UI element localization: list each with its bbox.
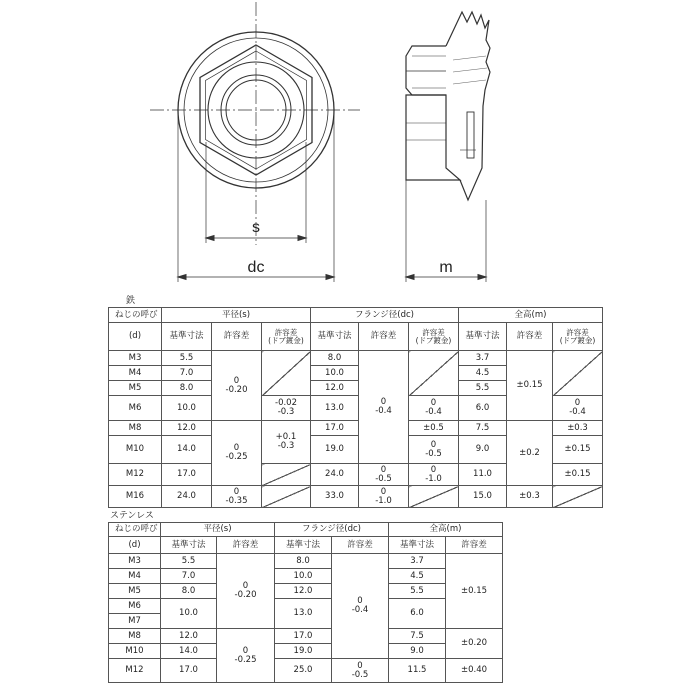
row-name: M6 (109, 599, 161, 614)
table-row (109, 629, 503, 644)
table-row (109, 351, 603, 366)
dc-basic: 24.0 (311, 464, 359, 486)
s-tol: 0 -0.20 (212, 351, 262, 421)
header-tol-plated: 許容差 (ドブ鍍金) (262, 323, 311, 351)
header-d: (d) (109, 323, 162, 351)
m-basic: 9.0 (459, 436, 507, 464)
header-tol: 許容差 (332, 537, 389, 554)
dc-basic: 8.0 (275, 554, 332, 569)
m-basic: 5.5 (389, 584, 446, 599)
dc-basic: 25.0 (275, 659, 332, 683)
row-name: M4 (109, 569, 161, 584)
header-tol: 許容差 (359, 323, 409, 351)
m-basic: 7.5 (389, 629, 446, 644)
s-tol: 0 -0.25 (217, 629, 275, 683)
dc-tol: 0 -0.4 (332, 554, 389, 659)
m-basic: 4.5 (459, 366, 507, 381)
header-basic: 基準寸法 (275, 537, 332, 554)
dc-tol: 0 -0.5 (359, 464, 409, 486)
dc-tol-plated: 0 -0.5 (409, 436, 459, 464)
s-tol: 0 -0.35 (212, 486, 262, 508)
dc-tol-plated: ±0.5 (409, 421, 459, 436)
table-row (109, 599, 503, 614)
row-name: M4 (109, 366, 162, 381)
dc-basic: 33.0 (311, 486, 359, 508)
row-name: M5 (109, 381, 162, 396)
table-row (109, 421, 603, 436)
s-tol: 0 -0.20 (217, 554, 275, 629)
m-basic: 6.0 (459, 396, 507, 421)
table-row (109, 644, 503, 659)
table-row (109, 554, 503, 569)
m-tol: ±0.40 (446, 659, 503, 683)
dimension-m-label: m (439, 259, 453, 276)
m-tol: ±0.20 (446, 629, 503, 659)
m-tol-plated: ±0.3 (553, 421, 603, 436)
dc-basic: 10.0 (275, 569, 332, 584)
empty-diagonal-cell (409, 351, 459, 396)
empty-diagonal-cell (553, 486, 603, 508)
row-name: M8 (109, 421, 162, 436)
header-flange: フランジ径(dc) (275, 523, 389, 537)
side-view (406, 12, 490, 282)
header-tol-plated: 許容差 (ドブ鍍金) (409, 323, 459, 351)
dc-tol: 0 -0.4 (359, 351, 409, 464)
header-d: (d) (109, 537, 161, 554)
row-name: M10 (109, 436, 162, 464)
header-flat: 平径(s) (162, 308, 311, 323)
stainless-spec-table (108, 522, 503, 683)
s-basic: 10.0 (162, 396, 212, 421)
s-basic: 14.0 (162, 436, 212, 464)
dc-basic: 10.0 (311, 366, 359, 381)
dc-tol-plated: 0 -0.4 (409, 396, 459, 421)
m-tol: ±0.3 (507, 486, 553, 508)
m-tol: ±0.2 (507, 421, 553, 486)
dc-tol-plated: 0 -1.0 (409, 464, 459, 486)
header-flat: 平径(s) (161, 523, 275, 537)
empty-diagonal-cell (262, 464, 311, 486)
m-tol-plated: 0 -0.4 (553, 396, 603, 421)
m-tol-plated: ±0.15 (553, 436, 603, 464)
steel-spec-table (108, 307, 603, 508)
s-basic: 12.0 (161, 629, 217, 644)
dc-tol: 0 -0.5 (332, 659, 389, 683)
stainless-section-label: ステンレス (110, 511, 154, 521)
header-basic: 基準寸法 (389, 537, 446, 554)
m-tol-plated: ±0.15 (553, 464, 603, 486)
m-basic: 9.0 (389, 644, 446, 659)
s-basic: 17.0 (161, 659, 217, 683)
header-thread: ねじの呼び (109, 308, 162, 323)
table-header-row (109, 308, 603, 323)
empty-diagonal-cell (262, 351, 311, 396)
row-name: M3 (109, 351, 162, 366)
header-tol-plated: 許容差 (ドブ鍍金) (553, 323, 603, 351)
dimension-s-label: s (252, 219, 260, 236)
s-tol: 0 -0.25 (212, 421, 262, 486)
header-basic: 基準寸法 (459, 323, 507, 351)
s-basic: 8.0 (162, 381, 212, 396)
header-tol: 許容差 (507, 323, 553, 351)
header-flange: フランジ径(dc) (311, 308, 459, 323)
flange-nut-drawing (0, 0, 700, 290)
row-name: M8 (109, 629, 161, 644)
dc-basic: 13.0 (311, 396, 359, 421)
m-basic: 11.5 (389, 659, 446, 683)
s-basic: 24.0 (162, 486, 212, 508)
dc-basic: 13.0 (275, 599, 332, 629)
header-tol: 許容差 (217, 537, 275, 554)
row-name: M5 (109, 584, 161, 599)
dimension-dc-label: dc (247, 259, 265, 276)
dc-basic: 17.0 (311, 421, 359, 436)
dc-basic: 19.0 (311, 436, 359, 464)
table-subheader-row (109, 323, 603, 351)
table-header-row (109, 523, 503, 537)
header-tol: 許容差 (446, 537, 503, 554)
row-name: M12 (109, 659, 161, 683)
m-basic: 4.5 (389, 569, 446, 584)
dc-basic: 8.0 (311, 351, 359, 366)
table-subheader-row (109, 537, 503, 554)
s-basic: 7.0 (161, 569, 217, 584)
s-basic: 5.5 (162, 351, 212, 366)
empty-diagonal-cell (409, 486, 459, 508)
header-basic: 基準寸法 (311, 323, 359, 351)
empty-diagonal-cell (262, 486, 311, 508)
m-basic: 3.7 (459, 351, 507, 366)
header-thread: ねじの呼び (109, 523, 161, 537)
s-basic: 14.0 (161, 644, 217, 659)
steel-section-label: 鉄 (126, 296, 136, 306)
row-name: M16 (109, 486, 162, 508)
table-row (109, 584, 503, 599)
empty-diagonal-cell (553, 351, 603, 396)
s-basic: 5.5 (161, 554, 217, 569)
row-name: M3 (109, 554, 161, 569)
m-basic: 7.5 (459, 421, 507, 436)
front-view (150, 2, 360, 282)
m-tol: ±0.15 (507, 351, 553, 421)
m-tol: ±0.15 (446, 554, 503, 629)
s-basic: 12.0 (162, 421, 212, 436)
dc-basic: 19.0 (275, 644, 332, 659)
row-name: M6 (109, 396, 162, 421)
header-basic: 基準寸法 (162, 323, 212, 351)
header-basic: 基準寸法 (161, 537, 217, 554)
header-tol: 許容差 (212, 323, 262, 351)
m-basic: 3.7 (389, 554, 446, 569)
header-height: 全高(m) (459, 308, 603, 323)
dc-basic: 12.0 (275, 584, 332, 599)
row-name: M7 (109, 614, 161, 629)
dc-basic: 17.0 (275, 629, 332, 644)
table-row (109, 569, 503, 584)
m-basic: 5.5 (459, 381, 507, 396)
s-basic: 17.0 (162, 464, 212, 486)
s-tol-plated: -0.02 -0.3 (262, 396, 311, 421)
table-row (109, 486, 603, 508)
table-row (109, 659, 503, 683)
dc-tol: 0 -1.0 (359, 486, 409, 508)
dc-basic: 12.0 (311, 381, 359, 396)
s-basic: 10.0 (161, 599, 217, 629)
m-basic: 11.0 (459, 464, 507, 486)
s-basic: 7.0 (162, 366, 212, 381)
row-name: M12 (109, 464, 162, 486)
header-height: 全高(m) (389, 523, 503, 537)
s-tol-plated: +0.1 -0.3 (262, 421, 311, 464)
m-basic: 15.0 (459, 486, 507, 508)
m-basic: 6.0 (389, 599, 446, 629)
s-basic: 8.0 (161, 584, 217, 599)
row-name: M10 (109, 644, 161, 659)
